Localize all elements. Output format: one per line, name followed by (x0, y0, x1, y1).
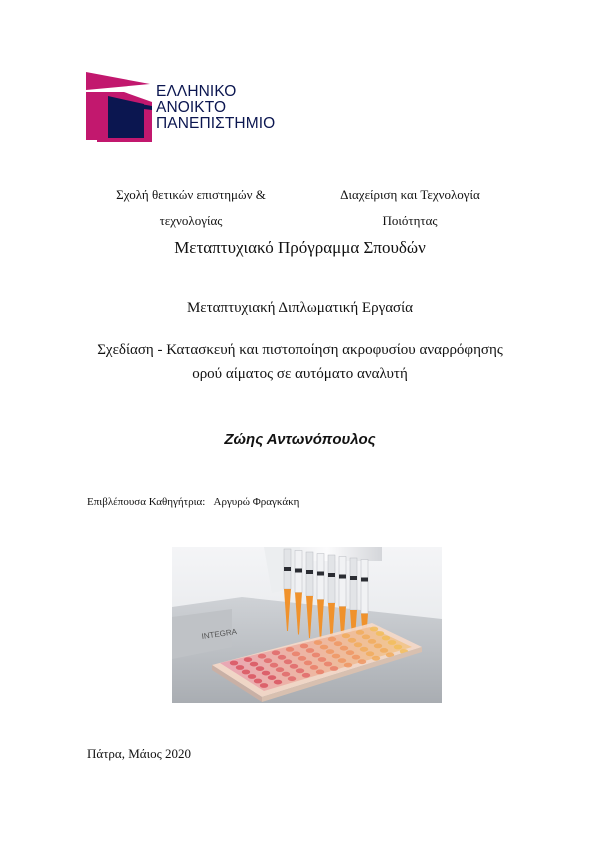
brand-label: INTEGRA (201, 627, 238, 641)
program-title: Μεταπτυχιακό Πρόγραμμα Σπουδών (174, 238, 426, 257)
school-line1: Σχολή θετικών επιστημών & (116, 187, 266, 202)
lab-photo (172, 547, 442, 703)
thesis-type: Μεταπτυχιακή Διπλωματική Εργασία (186, 300, 414, 316)
logo-mark-icon (84, 70, 154, 142)
department-name (318, 182, 502, 234)
author-name: Ζώης Αντωνόπουλος (224, 431, 376, 448)
department-line2: Ποιότητας (382, 213, 438, 228)
school-line2: τεχνολογίας (159, 213, 223, 228)
supervisor-label: Επιβλέπουσα Καθηγήτρια: (87, 496, 206, 508)
logo-text-line2: ΑΝΟΙΚΤΟ (156, 99, 227, 116)
logo-text-line3: ΠΑΝΕΠΙΣΤΗΜΙΟ (156, 115, 276, 132)
university-logo (84, 70, 274, 142)
thesis-title-line1: Σχεδίαση - Κατασκευή και πιστοποίηση ακροφυσίου αναρρόφησης (97, 342, 503, 358)
school-name (96, 182, 286, 234)
pipette-robot-icon (172, 547, 442, 703)
supervisor-name: Αργυρώ Φραγκάκη (213, 496, 300, 508)
department-line1: Διαχείριση και Τεχνολογία (340, 187, 480, 202)
logo-text-line1: ΕΛΛΗΝΙΚΟ (156, 83, 237, 100)
thesis-title (60, 338, 540, 386)
place-date: Πάτρα, Μάιος 2020 (87, 746, 191, 761)
thesis-title-line2: ορού αίματος σε αυτόματο αναλυτή (192, 366, 408, 382)
supervisor (87, 496, 299, 508)
